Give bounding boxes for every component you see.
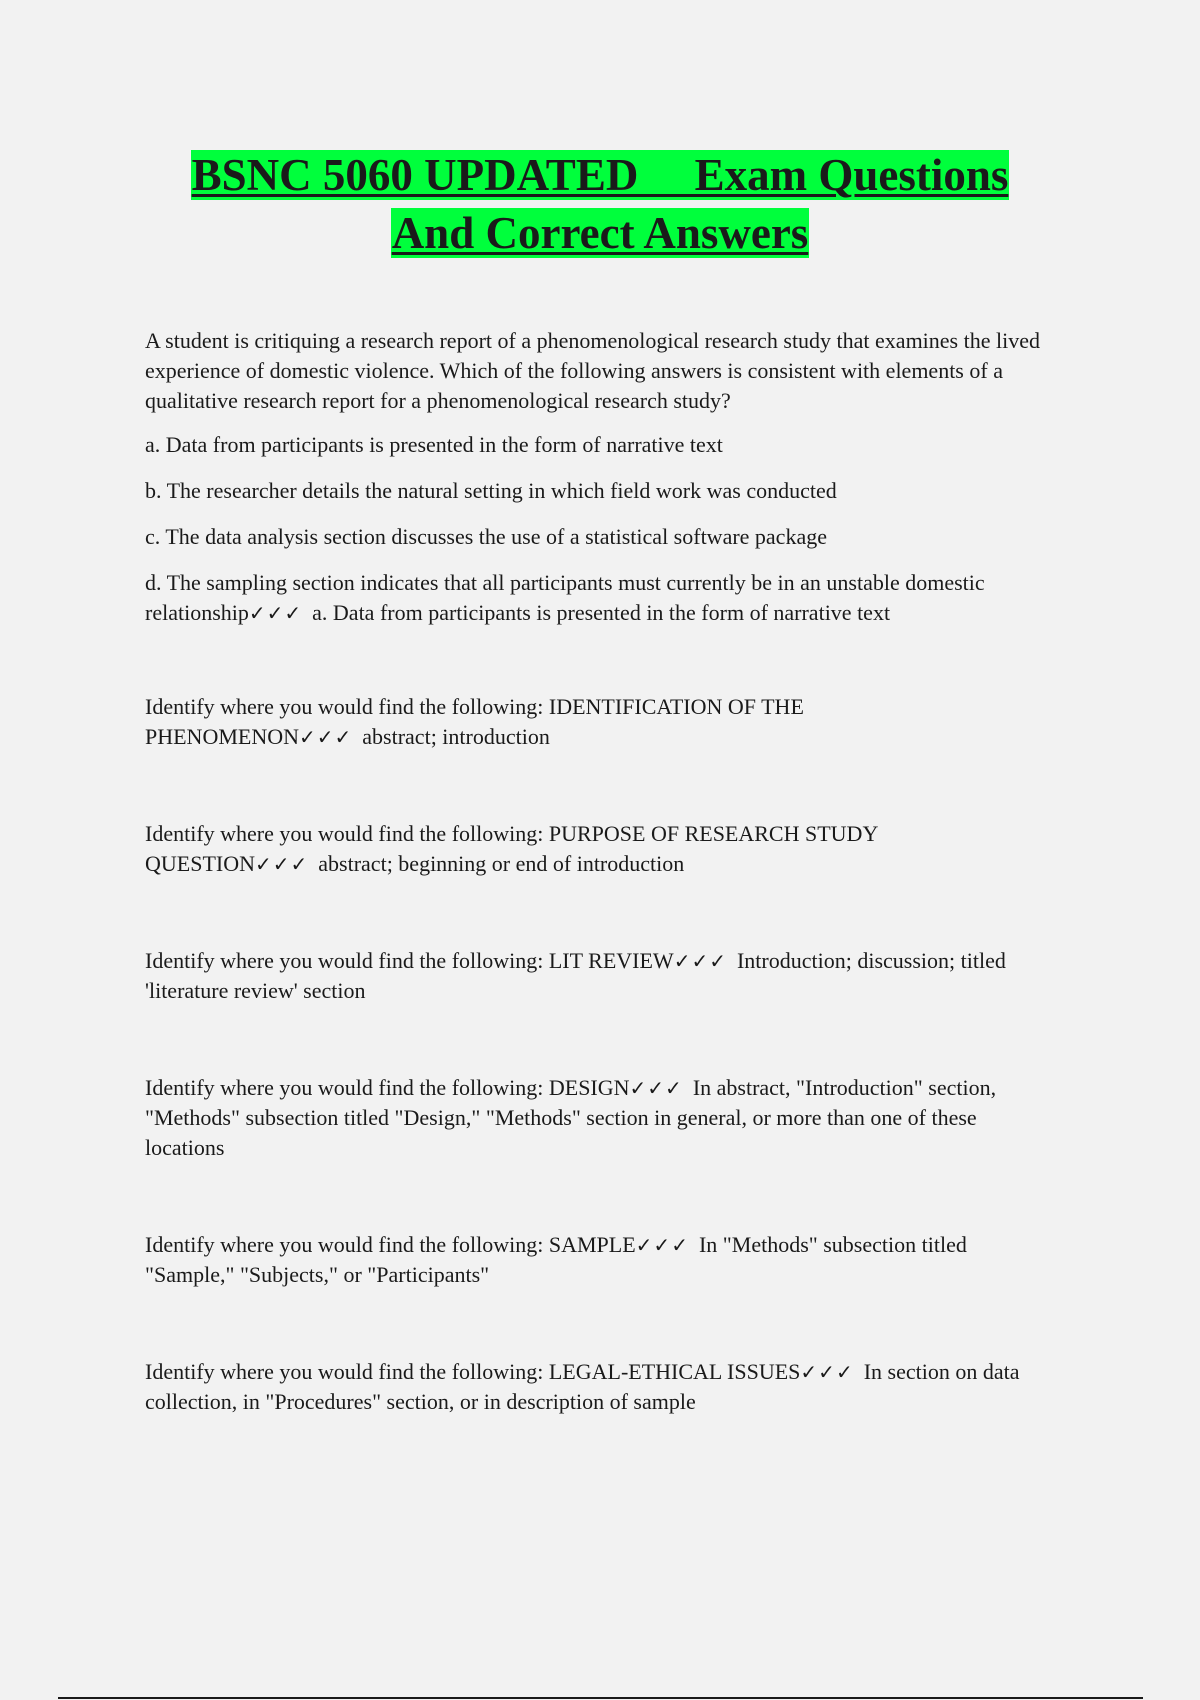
checkmark-icon: ✓✓✓ <box>255 852 309 876</box>
question-1-option-b: b. The researcher details the natural setting in which field work was conducted <box>145 478 837 503</box>
qa-question: Identify where you would find the following: IDENTIFICATION OF THE PHENOMENON <box>145 694 804 749</box>
checkmark-icon: ✓✓✓ <box>635 1233 689 1257</box>
document-title <box>100 146 1100 262</box>
qa-question: Identify where you would find the following: LEGAL-ETHICAL ISSUES <box>145 1359 801 1384</box>
qa-item-sample <box>145 1230 1057 1290</box>
qa-answer: abstract; introduction <box>362 724 550 749</box>
checkmark-icon: ✓✓✓ <box>248 601 303 625</box>
qa-answer: In section on data collection, in "Procedures" section, or in description of sample <box>145 1359 1020 1414</box>
qa-item-purpose <box>145 819 1057 879</box>
checkmark-icon: ✓✓✓ <box>629 1076 683 1100</box>
checkmark-icon: ✓✓✓ <box>800 1360 854 1384</box>
qa-item-lit-review <box>145 946 1057 1006</box>
qa-item-identification <box>145 692 1057 752</box>
qa-item-legal-ethical <box>145 1357 1057 1417</box>
document-body <box>145 326 1057 1417</box>
question-1-option-c: c. The data analysis section discusses the use of a statistical software package <box>145 524 827 549</box>
page-bottom-rule <box>58 1697 1143 1699</box>
question-1-answer: a. Data from participants is presented in the form of narrative text <box>312 600 891 625</box>
qa-question: Identify where you would find the following: PURPOSE OF RESEARCH STUDY QUESTION <box>145 821 878 876</box>
question-1-option-a: a. Data from participants is presented in the form of narrative text <box>145 432 723 457</box>
question-1-text: A student is critiquing a research report of a phenomenological research study that examines the lived experience of domestic violence. Which of the following answers is consistent with elements of a qualitative research report for a phenomenological research study? <box>145 328 1040 413</box>
title-line-1: BSNC 5060 UPDATED Exam Questions <box>191 150 1009 200</box>
qa-question: Identify where you would find the following: SAMPLE <box>145 1232 636 1257</box>
qa-question: Identify where you would find the following: LIT REVIEW <box>145 948 674 973</box>
checkmark-icon: ✓✓✓ <box>299 725 353 749</box>
qa-answer: abstract; beginning or end of introduction <box>318 851 685 876</box>
question-1-option-d <box>145 568 1057 628</box>
qa-answer: In "Methods" subsection titled "Sample," "Subjects," or "Participants" <box>145 1232 967 1287</box>
qa-answer: Introduction; discussion; titled 'literature review' section <box>145 948 1006 1003</box>
title-line-2: And Correct Answers <box>391 208 809 258</box>
qa-item-design <box>145 1073 1057 1163</box>
question-1-option-d-text: d. The sampling section indicates that all participants must currently be in an unstable domestic relationship <box>145 570 985 625</box>
qa-question: Identify where you would find the following: DESIGN <box>145 1075 630 1100</box>
checkmark-icon: ✓✓✓ <box>673 949 727 973</box>
qa-answer: In abstract, "Introduction" section, "Methods" subsection titled "Design," "Methods" section in general, or more than one of these locations <box>145 1075 997 1160</box>
